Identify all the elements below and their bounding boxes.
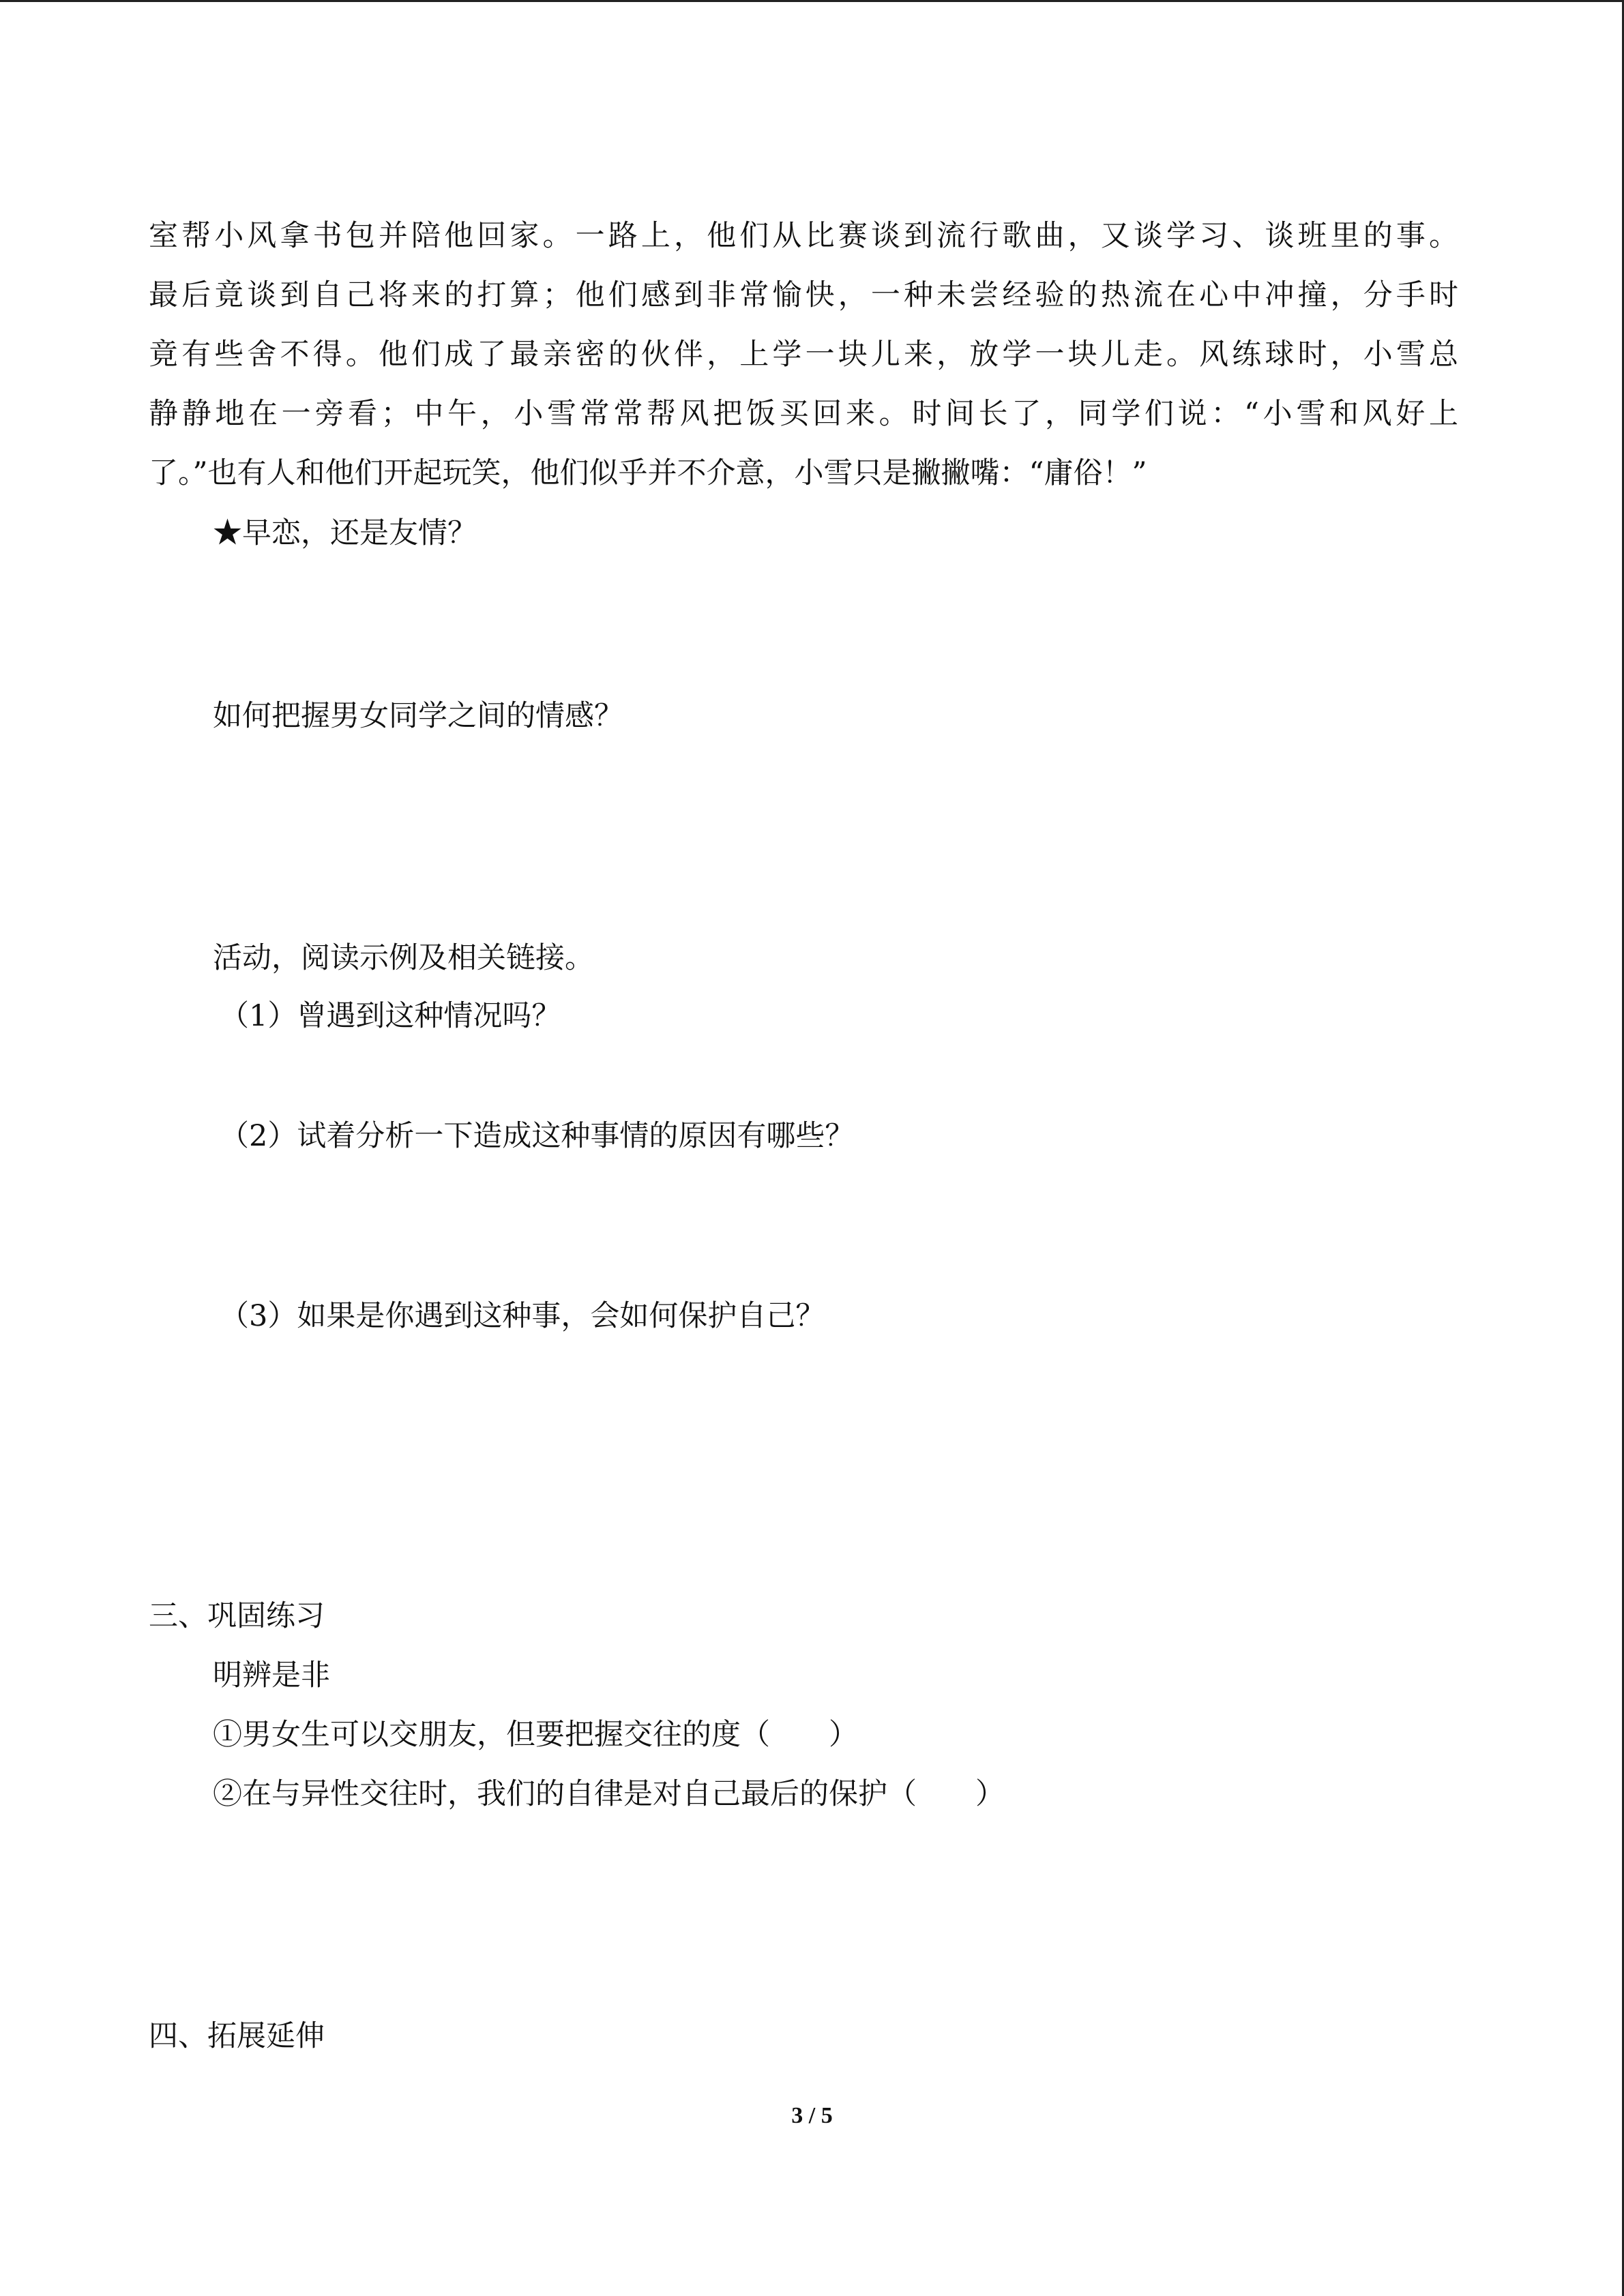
section-3-subheading: 明辨是非: [213, 1658, 330, 1693]
activity-intro: 活动，阅读示例及相关链接。: [213, 941, 594, 975]
question-3: （3）如果是你遇到这种事，会如何保护自己？: [220, 1299, 825, 1333]
passage-line: 室帮小风拿书包并陪他回家。一路上，他们从比赛谈到流行歌曲，又谈学习、谈班里的事。: [149, 219, 1458, 253]
true-false-item: ②在与异性交往时，我们的自律是对自己最后的保护（ ）: [213, 1777, 1005, 1811]
passage-line: 了。”也有人和他们开起玩笑，他们似乎并不介意，小雪只是撇撇嘴：“庸俗！”: [149, 456, 1147, 490]
passage-line: 竟有些舍不得。他们成了最亲密的伙伴，上学一块儿来，放学一块儿走。风练球时，小雪总: [149, 338, 1458, 372]
page-number: 3 / 5: [791, 2103, 833, 2128]
prompt-star: ★早恋，还是友情？: [213, 516, 477, 550]
true-false-item: ①男女生可以交朋友，但要把握交往的度（ ）: [213, 1718, 858, 1752]
question-1: （1）曾遇到这种情况吗？: [220, 999, 561, 1033]
page-top-border: [0, 0, 1624, 2]
section-4-heading: 四、拓展延伸: [149, 2019, 325, 2053]
question-2: （2）试着分析一下造成这种事情的原因有哪些？: [220, 1119, 855, 1153]
section-3-heading: 三、巩固练习: [149, 1599, 325, 1633]
passage-line: 最后竟谈到自己将来的打算；他们感到非常愉快，一种未尝经验的热流在心中冲撞，分手时: [149, 278, 1458, 312]
passage-line: 静静地在一旁看；中午，小雪常常帮风把饭买回来。时间长了，同学们说：“小雪和风好上: [149, 397, 1458, 431]
prompt-emotion: 如何把握男女同学之间的情感？: [213, 699, 623, 733]
